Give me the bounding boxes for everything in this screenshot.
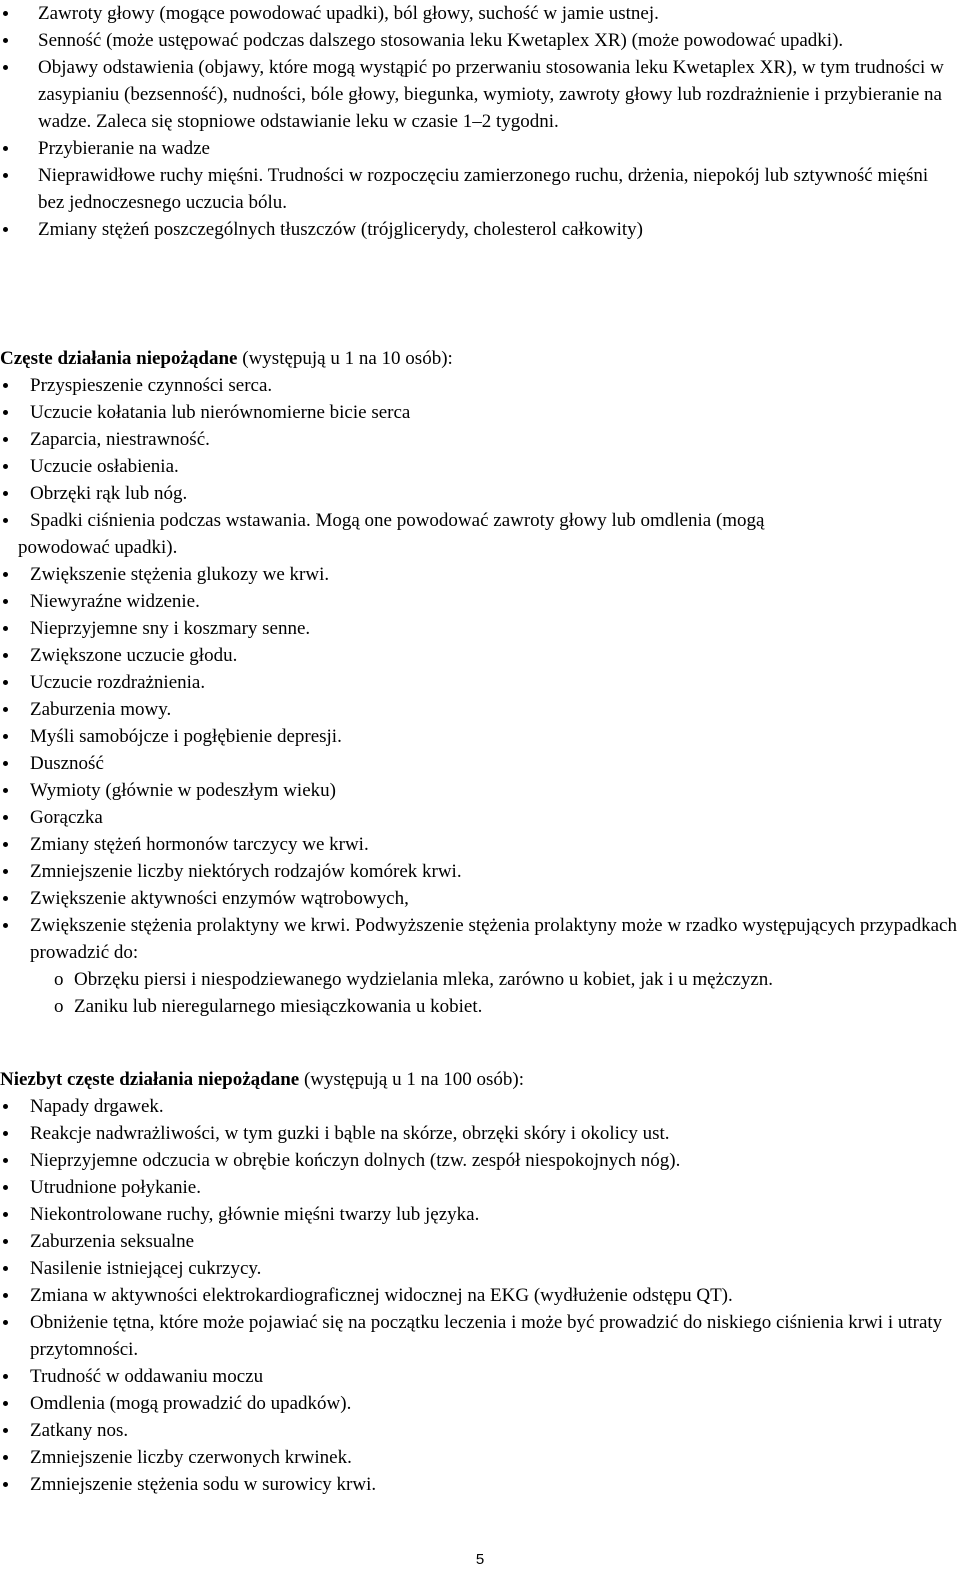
heading-bold: Niezbyt częste działania niepożądane	[0, 1069, 300, 1090]
list-item: Napady drgawek.	[0, 1093, 960, 1120]
sub-list	[30, 966, 958, 1020]
list-item: Gorączka	[0, 804, 960, 831]
list-item: Zmiany stężeń poszczególnych tłuszczów (trójglicerydy, cholesterol całkowity)	[0, 216, 960, 243]
list-item: Zwiększone uczucie głodu.	[0, 642, 960, 669]
side-effects-list-continued	[0, 0, 960, 243]
common-side-effects-heading	[0, 345, 960, 372]
list-item: Zaparcia, niestrawność.	[0, 426, 960, 453]
page-number: 5	[475, 1551, 485, 1568]
list-item: Obrzęki rąk lub nóg.	[0, 480, 960, 507]
list-item: Nieprzyjemne sny i koszmary senne.	[0, 615, 960, 642]
list-item: Objawy odstawienia (objawy, które mogą wystąpić po przerwaniu stosowania leku Kwetaplex XR), w tym trudności w zasypianiu (bezsenność), nudności, bóle głowy, biegunka, wymioty, zawroty głowy lub rozdrażnienie i przybieranie na wadze. Zaleca się stopniowe odstawianie leku w czasie 1–2 tygodni.	[0, 54, 960, 135]
list-item: Zawroty głowy (mogące powodować upadki), ból głowy, suchość w jamie ustnej.	[0, 0, 960, 27]
list-item: Nasilenie istniejącej cukrzycy.	[0, 1255, 960, 1282]
list-item: Uczucie osłabienia.	[0, 453, 960, 480]
list-item: Zatkany nos.	[0, 1417, 960, 1444]
list-item: Zmniejszenie liczby niektórych rodzajów komórek krwi.	[0, 858, 960, 885]
list-item	[0, 912, 960, 1020]
heading-rest: (występują u 1 na 10 osób):	[237, 348, 453, 369]
list-item: Nieprzyjemne odczucia w obrębie kończyn dolnych (tzw. zespół niespokojnych nóg).	[0, 1147, 960, 1174]
list-item: Zmiana w aktywności elektrokardiograficznej widocznej na EKG (wydłużenie odstępu QT).	[0, 1282, 960, 1309]
list-item: Nieprawidłowe ruchy mięśni. Trudności w rozpoczęciu zamierzonego ruchu, drżenia, niepokój lub sztywność mięśni bez jednoczesnego uczucia bólu.	[0, 162, 960, 216]
list-item-line: Spadki ciśnienia podczas wstawania. Mogą one powodować zawroty głowy lub omdlenia (mogą	[30, 510, 765, 531]
list-item: Utrudnione połykanie.	[0, 1174, 960, 1201]
list-item: Omdlenia (mogą prowadzić do upadków).	[0, 1390, 960, 1417]
list-item: Obniżenie tętna, które może pojawiać się na początku leczenia i może być prowadzić do niskiego ciśnienia krwi i utraty przytomności.	[0, 1309, 960, 1363]
heading-rest: (występują u 1 na 100 osób):	[299, 1069, 525, 1090]
common-side-effects-list	[0, 372, 960, 1020]
list-item: Przyspieszenie czynności serca.	[0, 372, 960, 399]
list-item	[0, 507, 960, 561]
sub-list-item: o Obrzęku piersi i niespodziewanego wydzielania mleka, zarówno u kobiet, jak i u mężczyzn.	[30, 966, 958, 993]
sub-list-item: o Zaniku lub nieregularnego miesiączkowania u kobiet.	[30, 993, 958, 1020]
list-item: Niewyraźne widzenie.	[0, 588, 960, 615]
list-item: Zaburzenia seksualne	[0, 1228, 960, 1255]
list-item: Zmiany stężeń hormonów tarczycy we krwi.	[0, 831, 960, 858]
list-item: Trudność w oddawaniu moczu	[0, 1363, 960, 1390]
heading-bold: Częste działania niepożądane	[0, 348, 238, 369]
uncommon-side-effects-heading	[0, 1066, 960, 1093]
list-item: Zmniejszenie liczby czerwonych krwinek.	[0, 1444, 960, 1471]
list-item-line: powodować upadki).	[18, 537, 178, 558]
list-item: Niekontrolowane ruchy, głównie mięśni twarzy lub języka.	[0, 1201, 960, 1228]
list-item: Zmniejszenie stężenia sodu w surowicy krwi.	[0, 1471, 960, 1498]
list-item: Zaburzenia mowy.	[0, 696, 960, 723]
list-item: Wymioty (głównie w podeszłym wieku)	[0, 777, 960, 804]
uncommon-side-effects-list	[0, 1093, 960, 1498]
list-item: Uczucie rozdrażnienia.	[0, 669, 960, 696]
list-item: Reakcje nadwrażliwości, w tym guzki i bąble na skórze, obrzęki skóry i okolicy ust.	[0, 1120, 960, 1147]
list-item-text: Zwiększenie stężenia prolaktyny we krwi. Podwyższenie stężenia prolaktyny może w rzadko występujących przypadkach prowadzić do:	[30, 915, 957, 963]
list-item: Duszność	[0, 750, 960, 777]
list-item: Zwiększenie stężenia glukozy we krwi.	[0, 561, 960, 588]
list-item: Przybieranie na wadze	[0, 135, 960, 162]
list-item: Senność (może ustępować podczas dalszego stosowania leku Kwetaplex XR) (może powodować upadki).	[0, 27, 960, 54]
list-item: Uczucie kołatania lub nierównomierne bicie serca	[0, 399, 960, 426]
list-item: Zwiększenie aktywności enzymów wątrobowych,	[0, 885, 960, 912]
list-item: Myśli samobójcze i pogłębienie depresji.	[0, 723, 960, 750]
